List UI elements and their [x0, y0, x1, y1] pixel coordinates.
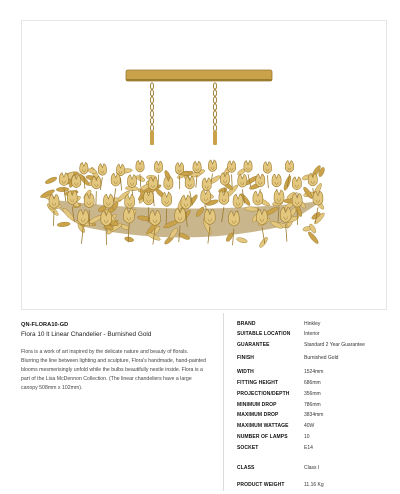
left-chain-link — [150, 104, 153, 110]
bloom — [272, 174, 281, 187]
bloom — [208, 160, 216, 172]
bloom — [233, 194, 243, 208]
bloom — [125, 194, 135, 208]
canopy-edge — [126, 79, 272, 81]
leaf — [87, 168, 97, 175]
bloom — [244, 161, 252, 173]
spec-label-location: SUITABLE LOCATION — [237, 331, 291, 337]
bloom — [201, 190, 211, 204]
leaf — [283, 175, 293, 191]
right-chain-link — [213, 104, 216, 110]
right-chain-link — [213, 118, 216, 124]
spec-value-brand: Hinkley — [304, 321, 321, 327]
spec-label-class: CLASS — [237, 465, 255, 471]
bloom — [219, 191, 229, 205]
spec-value-minimum-drop: 786mm — [304, 402, 321, 408]
bloom — [256, 174, 265, 187]
leaf — [56, 187, 69, 192]
spec-value-number-of-lamps: 10 — [304, 434, 310, 440]
spec-value-class: Class I — [304, 465, 320, 471]
bloom — [238, 174, 247, 187]
bloom — [274, 190, 284, 204]
left-chain-link — [150, 118, 153, 124]
product-image — [21, 20, 387, 310]
spec-label-finish: FINISH — [237, 355, 254, 361]
bloom — [111, 173, 120, 186]
left-chain-link — [150, 97, 153, 103]
bloom — [59, 173, 68, 186]
spec-value-guarantee: Standard 2 Year Guarantee — [304, 342, 365, 348]
spec-value-width: 1524mm — [304, 369, 324, 375]
spec-value-finish: Burnished Gold — [304, 355, 339, 361]
bloom — [127, 175, 136, 188]
spec-value-projection: 356mm — [304, 391, 321, 397]
spec-value-maximum-drop: 3834mm — [304, 412, 324, 418]
leaf — [236, 237, 248, 244]
bloom — [80, 162, 88, 174]
bloom-stem — [232, 174, 233, 187]
product-description: Flora is a work of art inspired by the delicate nature and beauty of florals. Blurring the line between lighting and sculpture, Flora's handmade, hand-painted blooms mesmerisingly unfold while the bulbs beautifully nestle inside. Flora is a part of the Lisa McDennon Collection. (The linear chandeliers have a large canopy 508mm x 102mm). — [21, 349, 206, 391]
bloom — [143, 191, 153, 205]
bloom — [175, 163, 183, 175]
product-code: QN-FLORA10-GD — [21, 322, 69, 328]
bloom-stem — [140, 174, 141, 187]
bloom — [285, 161, 293, 173]
leaf — [57, 222, 70, 228]
spec-value-location: Interior — [304, 331, 320, 337]
spec-label-number-of-lamps: NUMBER OF LAMPS — [237, 434, 288, 440]
left-chain-link — [150, 111, 153, 117]
left-chain-link — [150, 83, 153, 89]
left-rod — [150, 131, 154, 145]
spec-value-socket: E14 — [304, 445, 313, 451]
bloom — [98, 164, 106, 176]
bloom — [181, 195, 191, 209]
spec-label-product-weight: PRODUCT WEIGHT — [237, 482, 285, 488]
bloom — [202, 178, 211, 191]
spec-label-maximum-drop: MAXIMUM DROP — [237, 412, 279, 418]
spec-label-fitting-height: FITTING HEIGHT — [237, 380, 279, 386]
right-chain-link — [213, 111, 216, 117]
bloom — [227, 161, 235, 173]
right-rod — [213, 131, 217, 145]
right-chain-link — [213, 97, 216, 103]
left-chain-link — [150, 125, 153, 131]
spec-label-maximum-wattage: MAXIMUM WATTAGE — [237, 423, 289, 429]
bloom — [253, 191, 263, 205]
spec-label-brand: BRAND — [237, 321, 256, 327]
product-name: Flora 10 lt Linear Chandelier - Burnished Gold — [21, 331, 152, 338]
spec-label-socket: SOCKET — [237, 445, 259, 451]
bloom — [136, 160, 144, 172]
spec-label-width: WIDTH — [237, 369, 254, 375]
bloom — [292, 177, 301, 190]
spec-value-maximum-wattage: 40W — [304, 423, 315, 429]
spec-value-fitting-height: 686mm — [304, 380, 321, 386]
spec-value-product-weight: 11.16 Kg — [304, 482, 324, 488]
left-chain-link — [150, 90, 153, 96]
spec-label-guarantee: GUARANTEE — [237, 342, 270, 348]
bloom-stem — [267, 175, 268, 188]
bloom — [193, 161, 201, 173]
leaf — [44, 176, 57, 185]
spec-label-projection: PROJECTION/DEPTH — [237, 391, 290, 397]
right-chain-link — [213, 90, 216, 96]
spec-label-minimum-drop: MINIMUM DROP — [237, 402, 277, 408]
bloom — [162, 192, 172, 206]
right-chain-link — [213, 125, 216, 131]
bloom-stem — [121, 178, 122, 191]
leaf — [124, 236, 134, 242]
chandelier-illustration — [22, 21, 386, 309]
bloom-stem — [166, 209, 167, 224]
bloom — [154, 161, 162, 173]
bloom — [263, 162, 271, 174]
column-divider — [223, 313, 224, 491]
bloom — [103, 194, 113, 208]
right-chain-link — [213, 83, 216, 89]
